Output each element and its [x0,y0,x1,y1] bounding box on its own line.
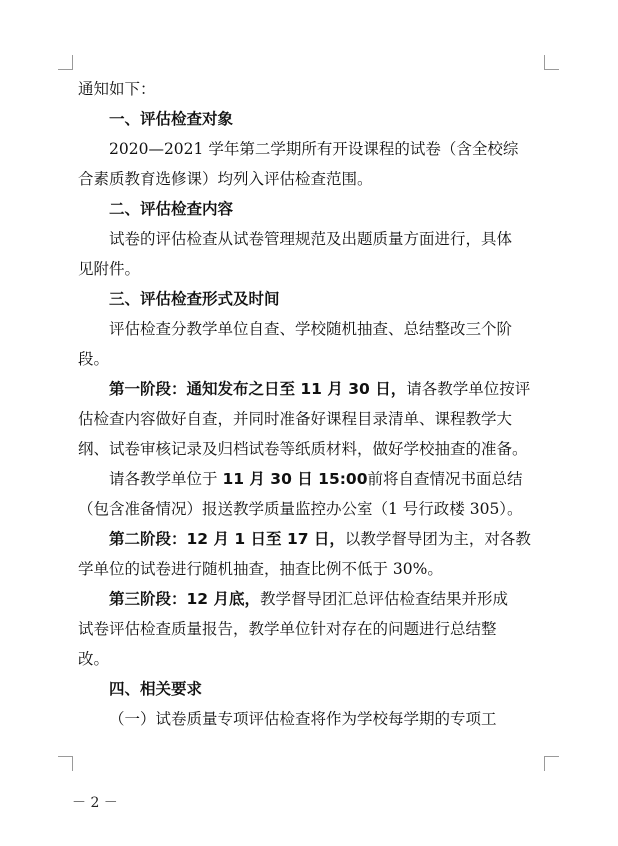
body-line: （包含准备情况）报送教学质量监控办公室（1 号行政楼 305）。 [78,500,523,518]
body-line: 改。 [78,650,110,668]
section-heading-4: 四、相关要求 [109,680,203,698]
body-line: 试卷的评估检查从试卷管理规范及出题质量方面进行，具体 [109,230,513,248]
body-text: 请各教学单位按评 [406,380,531,398]
body-line: 合素质教育选修课）均列入评估检查范围。 [78,170,373,188]
body-line: 纲、试卷审核记录及归档试卷等纸质材料，做好学校抽查的准备。 [78,440,528,458]
crop-mark-top-left [58,55,73,70]
section-heading-2: 二、评估检查内容 [109,200,234,218]
crop-mark-bottom-right [544,756,559,771]
document-body [78,74,548,734]
body-line: 评估检查分教学单位自查、学校随机抽查、总结整改三个阶 [109,320,513,338]
body-line: 学单位的试卷进行随机抽查，抽查比例不低于 30%。 [78,560,443,578]
body-text: 前将自查情况书面总结 [367,470,523,488]
section-heading-1: 一、评估检查对象 [109,110,234,128]
body-line: 2020—2021 学年第二学期所有开设课程的试卷（含全校综 [109,140,519,158]
stage-one-label: 第一阶段：通知发布之日至 11 月 30 日， [109,380,407,398]
stage-three-label: 第三阶段：12 月底， [109,590,260,608]
crop-mark-bottom-left [58,756,73,771]
stage-two-line [78,524,548,554]
body-line: 见附件。 [78,260,141,278]
body-line: 通知如下： [78,80,156,98]
stage-one-line [78,374,548,404]
body-text: 请各教学单位于 [109,470,223,488]
stage-two-label: 第二阶段：12 月 1 日至 17 日， [109,530,345,548]
section-heading-3: 三、评估检查形式及时间 [109,290,280,308]
body-line: 段。 [78,350,110,368]
stage-three-line [78,584,548,614]
body-line: 估检查内容做好自查，并同时准备好课程目录清单、课程教学大 [78,410,513,428]
body-text: 教学督导团汇总评估检查结果并形成 [259,590,508,608]
crop-mark-top-right [544,55,559,70]
deadline-time: 11 月 30 日 15:00 [222,470,368,488]
page-number: － 2 － [72,795,118,811]
body-line: （一）试卷质量专项评估检查将作为学校每学期的专项工 [109,710,497,728]
body-line: 试卷评估检查质量报告，教学单位针对存在的问题进行总结整 [78,620,497,638]
body-text: 以教学督导团为主，对各教 [344,530,531,548]
deadline-line [78,464,548,494]
